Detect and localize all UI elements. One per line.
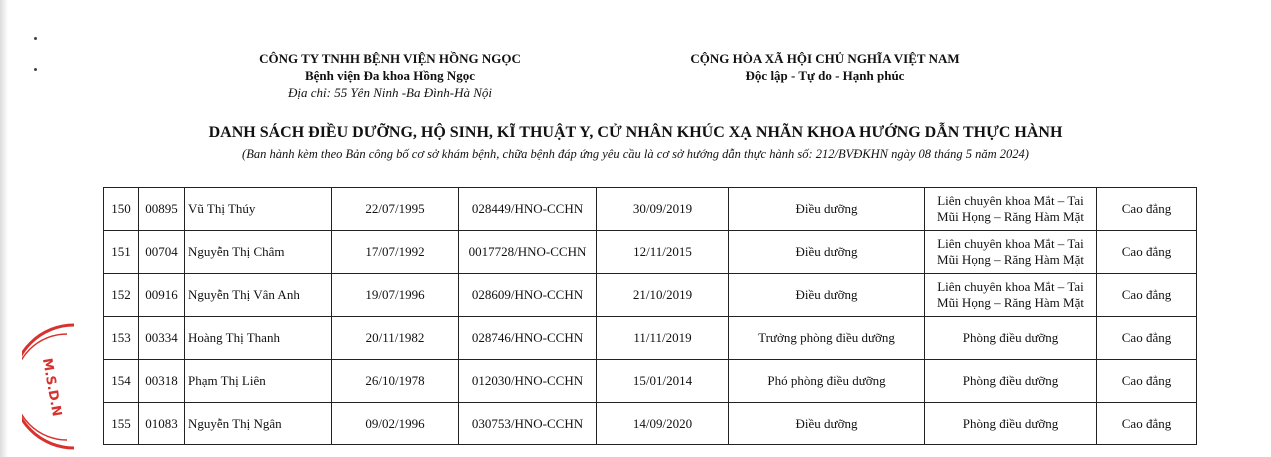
- cell-degree: Cao đẳng: [1097, 188, 1197, 231]
- cell-position: Điều dưỡng: [729, 188, 925, 231]
- cell-position: Điều dưỡng: [729, 403, 925, 445]
- cell-stt: 154: [104, 360, 139, 403]
- scan-page-edge: [0, 0, 8, 457]
- cell-dept: Phòng điều dưỡng: [925, 360, 1097, 403]
- table-row: [104, 317, 1197, 360]
- scan-dot: [34, 68, 37, 71]
- cell-date: 15/01/2014: [597, 360, 729, 403]
- stamp-text: M.S.D.N: [38, 357, 64, 418]
- red-seal-stamp: [22, 320, 82, 450]
- cell-code: 00916: [139, 274, 185, 317]
- cell-dept: Phòng điều dưỡng: [925, 403, 1097, 445]
- cell-dept: Liên chuyên khoa Mắt – Tai Mũi Họng – Răng Hàm Mặt: [925, 188, 1097, 231]
- cell-license: 028746/HNO-CCHN: [459, 317, 597, 360]
- cell-code: 00895: [139, 188, 185, 231]
- cell-position: Điều dưỡng: [729, 274, 925, 317]
- table-row: [104, 188, 1197, 231]
- company-name: CÔNG TY TNHH BỆNH VIỆN HỒNG NGỌC: [259, 51, 521, 66]
- nation-motto: Độc lập - Tự do - Hạnh phúc: [745, 68, 905, 83]
- cell-date: 30/09/2019: [597, 188, 729, 231]
- cell-code: 00704: [139, 231, 185, 274]
- cell-degree: Cao đẳng: [1097, 317, 1197, 360]
- cell-dept: Liên chuyên khoa Mắt – Tai Mũi Họng – Răng Hàm Mặt: [925, 274, 1097, 317]
- cell-dob: 17/07/1992: [332, 231, 459, 274]
- header-right: [630, 50, 1020, 84]
- header-left: [180, 50, 600, 101]
- cell-stt: 153: [104, 317, 139, 360]
- cell-name: Hoàng Thị Thanh: [185, 317, 332, 360]
- cell-date: 12/11/2015: [597, 231, 729, 274]
- hospital-address: Địa chỉ: 55 Yên Ninh -Ba Đình-Hà Nội: [287, 85, 492, 100]
- cell-name: Nguyễn Thị Vân Anh: [185, 274, 332, 317]
- cell-dept: Phòng điều dưỡng: [925, 317, 1097, 360]
- table-row: [104, 274, 1197, 317]
- nation-title: CỘNG HÒA XÃ HỘI CHỦ NGHĨA VIỆT NAM: [690, 51, 960, 66]
- cell-stt: 151: [104, 231, 139, 274]
- cell-stt: 155: [104, 403, 139, 445]
- cell-dob: 22/07/1995: [332, 188, 459, 231]
- cell-name: Vũ Thị Thúy: [185, 188, 332, 231]
- hospital-name: Bệnh viện Đa khoa Hồng Ngọc: [304, 68, 476, 83]
- cell-date: 14/09/2020: [597, 403, 729, 445]
- cell-degree: Cao đẳng: [1097, 360, 1197, 403]
- cell-dept: Liên chuyên khoa Mắt – Tai Mũi Họng – Răng Hàm Mặt: [925, 231, 1097, 274]
- cell-degree: Cao đẳng: [1097, 231, 1197, 274]
- cell-name: Nguyễn Thị Châm: [185, 231, 332, 274]
- staff-table: [103, 187, 1197, 445]
- cell-dob: 19/07/1996: [332, 274, 459, 317]
- document-subtitle: (Ban hành kèm theo Bản công bố cơ sở khám bệnh, chữa bệnh đáp ứng yêu cầu là cơ sở hướng dẫn thực hành số: 212/BVĐKHN ngày 08 tháng 5 năm 2024): [242, 147, 1029, 161]
- cell-name: Phạm Thị Liên: [185, 360, 332, 403]
- cell-stt: 150: [104, 188, 139, 231]
- cell-date: 21/10/2019: [597, 274, 729, 317]
- table-row: [104, 403, 1197, 445]
- cell-license: 012030/HNO-CCHN: [459, 360, 597, 403]
- cell-degree: Cao đẳng: [1097, 403, 1197, 445]
- cell-license: 030753/HNO-CCHN: [459, 403, 597, 445]
- scan-dot: [34, 37, 37, 40]
- cell-stt: 152: [104, 274, 139, 317]
- cell-dob: 26/10/1978: [332, 360, 459, 403]
- table-row: [104, 231, 1197, 274]
- cell-license: 0017728/HNO-CCHN: [459, 231, 597, 274]
- cell-code: 01083: [139, 403, 185, 445]
- cell-dob: 09/02/1996: [332, 403, 459, 445]
- cell-code: 00334: [139, 317, 185, 360]
- cell-degree: Cao đẳng: [1097, 274, 1197, 317]
- cell-dob: 20/11/1982: [332, 317, 459, 360]
- cell-position: Trưởng phòng điều dưỡng: [729, 317, 925, 360]
- cell-license: 028449/HNO-CCHN: [459, 188, 597, 231]
- cell-position: Điều dưỡng: [729, 231, 925, 274]
- cell-date: 11/11/2019: [597, 317, 729, 360]
- cell-position: Phó phòng điều dưỡng: [729, 360, 925, 403]
- cell-name: Nguyễn Thị Ngân: [185, 403, 332, 445]
- table-row: [104, 360, 1197, 403]
- cell-license: 028609/HNO-CCHN: [459, 274, 597, 317]
- cell-code: 00318: [139, 360, 185, 403]
- document-title: DANH SÁCH ĐIỀU DƯỠNG, HỘ SINH, KĨ THUẬT Y, CỬ NHÂN KHÚC XẠ NHÃN KHOA HƯỚNG DẪN THỰC HÀNH: [208, 124, 1063, 141]
